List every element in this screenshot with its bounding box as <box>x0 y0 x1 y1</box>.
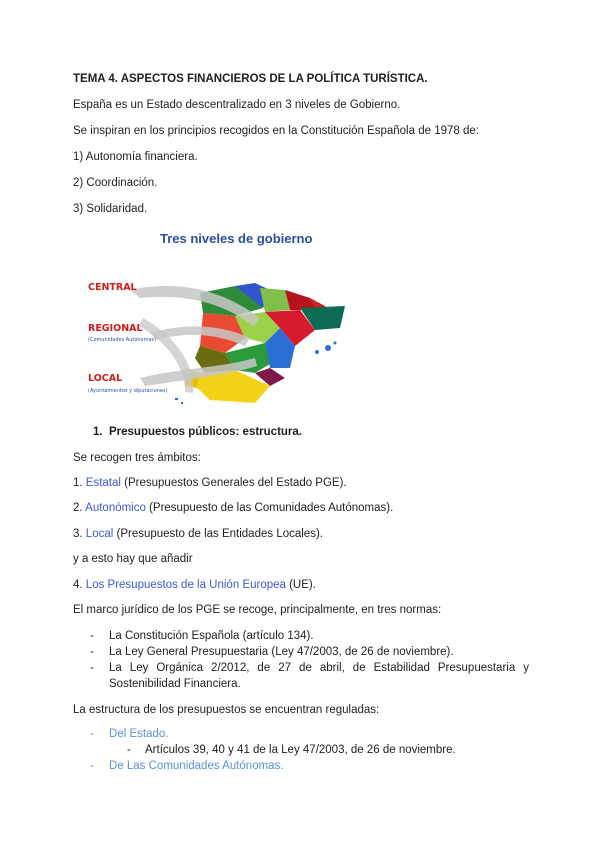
ambito-2-link[interactable]: Autonómico <box>85 502 146 514</box>
government-levels-figure <box>85 228 345 413</box>
page-title: TEMA 4. ASPECTOS FINANCIEROS DE LA POLÍTICA TURÍSTICA. <box>73 73 428 85</box>
principle-2: 2) Coordinación. <box>73 177 158 189</box>
bullet-dash: - <box>90 728 94 740</box>
intro-line-2: Se inspiran en los principios recogidos en la Constitución Española de 1978 de: <box>73 125 479 137</box>
marco-intro: El marco jurídico de los PGE se recoge, principalmente, en tres normas: <box>73 604 442 616</box>
norma-3: La Ley Orgánica 2/2012, de 27 de abril, de Estabilidad Presupuestaria y <box>109 662 529 674</box>
bullet-dash: - <box>90 760 94 772</box>
figure-title: Tres niveles de gobierno <box>160 231 313 246</box>
ambito-1-link[interactable]: Estatal <box>85 477 121 489</box>
bullet-dash: - <box>127 744 131 756</box>
principle-1: 1) Autonomía financiera. <box>73 151 198 163</box>
label-local: LOCAL <box>88 373 123 384</box>
estructura-ccaa[interactable]: De Las Comunidades Autónomas. <box>109 760 284 772</box>
ambito-3-number: 3. <box>73 528 86 540</box>
ambito-3-link[interactable]: Local <box>85 528 114 540</box>
label-local-sub: (Ayuntamientos y diputaciones) <box>88 388 168 394</box>
ambito-3 <box>73 528 323 540</box>
norma-2: La Ley General Presupuestaria (Ley 47/2003, de 26 de noviembre). <box>109 646 454 658</box>
ambito-1-number: 1. <box>73 477 86 489</box>
bullet-dash: - <box>90 662 94 674</box>
label-regional: REGIONAL <box>88 323 143 334</box>
bullet-dash: - <box>90 646 94 658</box>
ambito-ue-link[interactable]: Los Presupuestos de la Unión Europea <box>85 579 286 591</box>
ambito-ue <box>73 579 316 591</box>
ambito-3-text: (Presupuesto de las Entidades Locales). <box>113 528 323 540</box>
ambitos-intro: Se recogen tres ámbitos: <box>73 452 201 464</box>
ambito-2 <box>73 502 393 514</box>
estructura-estado[interactable]: Del Estado. <box>109 728 169 740</box>
norma-3-cont: Sostenibilidad Financiera. <box>109 678 241 690</box>
addition-text: y a esto hay que añadir <box>73 553 193 565</box>
label-central: CENTRAL <box>88 282 137 293</box>
norma-1: La Constitución Española (artículo 134). <box>109 630 314 642</box>
ambito-2-number: 2. <box>73 502 86 514</box>
ambito-2-text: (Presupuesto de las Comunidades Autónomas). <box>145 502 394 514</box>
ambito-1-text: (Presupuestos Generales del Estado PGE). <box>120 477 347 489</box>
section-1-heading: Presupuestos públicos: estructura. <box>109 426 302 438</box>
bullet-dash: - <box>90 630 94 642</box>
ambito-1 <box>73 477 347 489</box>
estructura-estado-sub: Artículos 39, 40 y 41 de la Ley 47/2003, de 26 de noviembre. <box>145 744 456 756</box>
principle-3: 3) Solidaridad. <box>73 203 148 215</box>
ambito-ue-number: 4. <box>73 579 86 591</box>
section-1-number: 1. <box>93 426 103 438</box>
spain-map-illustration <box>85 228 345 413</box>
ambito-ue-text: (UE). <box>285 579 316 591</box>
label-regional-sub: (Comunidades Autónomas) <box>88 337 157 343</box>
intro-line-1: España es un Estado descentralizado en 3 niveles de Gobierno. <box>73 99 401 111</box>
estructura-intro: La estructura de los presupuestos se encuentran reguladas: <box>73 704 380 716</box>
